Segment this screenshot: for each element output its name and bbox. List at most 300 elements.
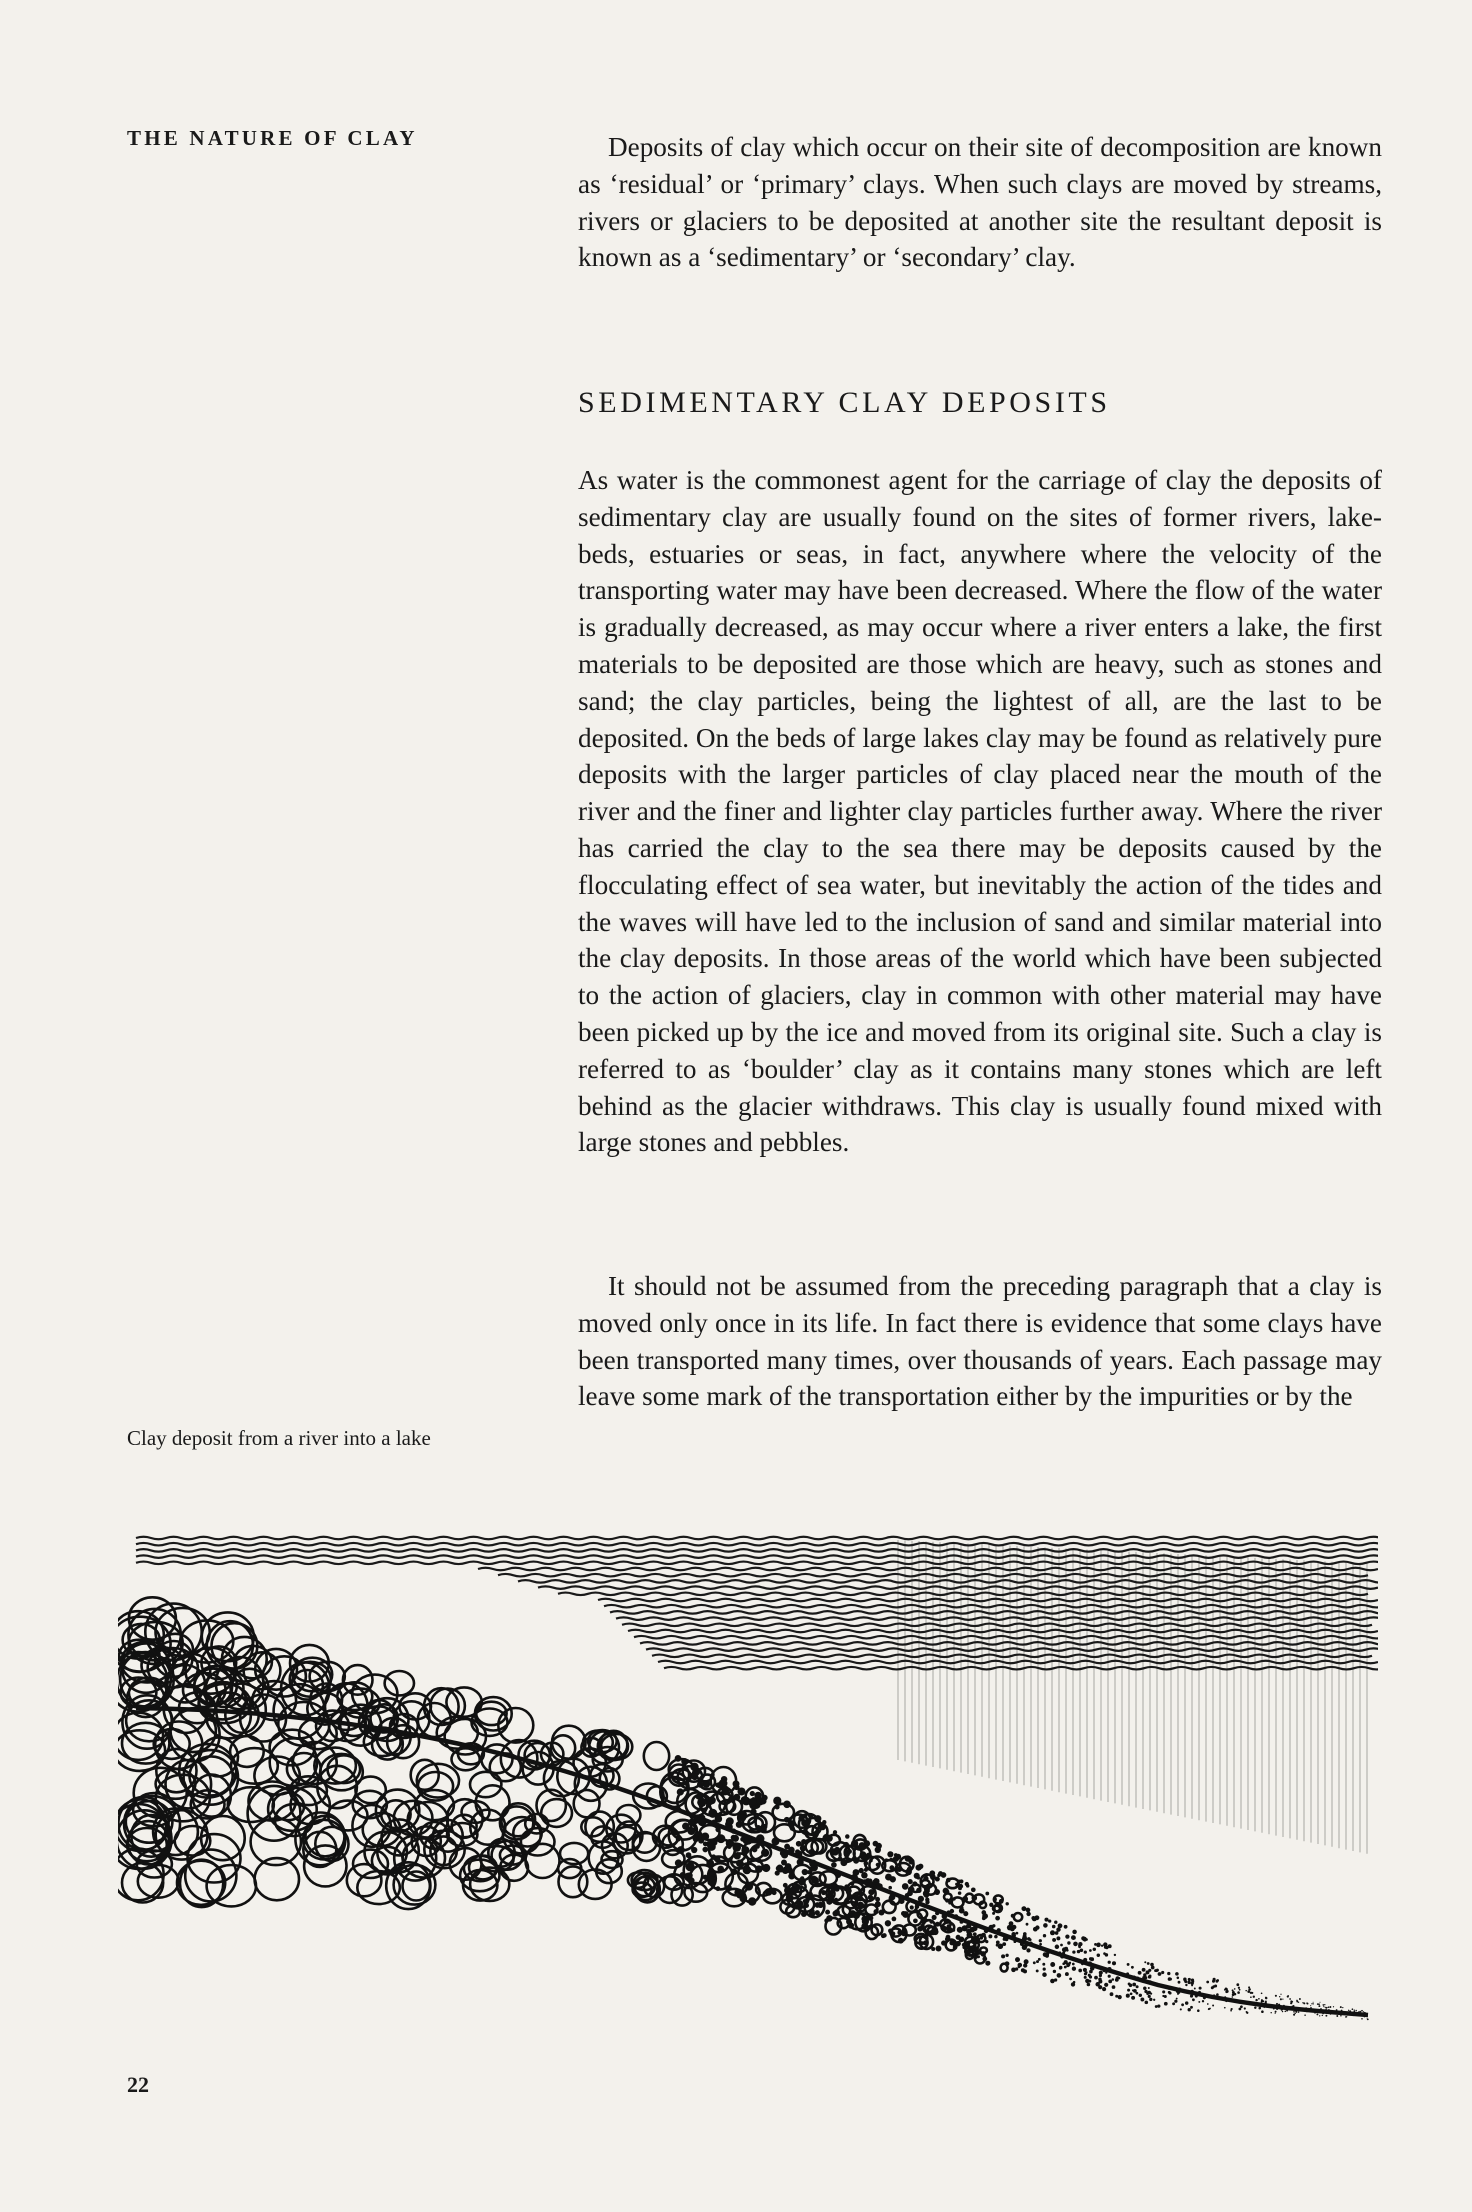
- fine-particle: [1314, 2012, 1315, 2013]
- fine-particle: [861, 1872, 867, 1878]
- fine-particle: [945, 1889, 950, 1894]
- fine-particle: [902, 1883, 909, 1890]
- fine-particle: [1280, 1998, 1282, 2000]
- fine-particle: [1190, 2006, 1193, 2009]
- fine-particle: [1224, 1996, 1226, 1998]
- fine-particle: [935, 1922, 940, 1927]
- fine-particle: [1185, 2001, 1188, 2004]
- fine-particle: [1250, 1996, 1252, 1998]
- fine-particle: [1169, 1978, 1172, 1981]
- fine-particle: [890, 1876, 896, 1882]
- fine-particle: [879, 1910, 885, 1916]
- fine-particle: [796, 1900, 803, 1907]
- fine-particle: [1112, 1978, 1115, 1981]
- fine-particle: [1348, 2010, 1349, 2011]
- fine-particle: [1042, 1972, 1047, 1977]
- water-line: [652, 1655, 1372, 1658]
- fine-particle: [1064, 1966, 1067, 1969]
- fine-particle: [1062, 1951, 1065, 1954]
- fine-particle: [1304, 2014, 1306, 2016]
- fine-particle: [1275, 1995, 1277, 1997]
- fine-particle: [846, 1919, 852, 1925]
- fine-particle: [1059, 1966, 1063, 1970]
- fine-particle: [981, 1910, 986, 1915]
- fine-particle: [1011, 1967, 1016, 1972]
- fine-particle: [703, 1842, 708, 1847]
- fine-particle: [941, 1872, 947, 1878]
- fine-particle: [1180, 2008, 1182, 2010]
- fine-particle: [690, 1763, 699, 1772]
- fine-particle: [1290, 2002, 1292, 2004]
- water-line: [616, 1617, 1378, 1620]
- fine-particle: [1298, 2002, 1299, 2003]
- fine-particle: [1248, 1986, 1250, 1988]
- fine-particle: [1352, 2014, 1354, 2016]
- fine-particle: [740, 1796, 749, 1805]
- fine-particle: [893, 1856, 899, 1862]
- fine-particle: [800, 1845, 806, 1851]
- fine-particle: [1255, 1999, 1257, 2001]
- fine-particle: [715, 1827, 720, 1832]
- fine-particle: [1298, 2011, 1299, 2012]
- fine-particle: [873, 1909, 878, 1914]
- fine-particle: [733, 1794, 740, 1801]
- fine-particle: [1080, 1949, 1084, 1953]
- fine-particle: [1152, 1983, 1155, 1986]
- fine-particle: [749, 1828, 755, 1834]
- fine-particle: [1148, 1969, 1151, 1972]
- intro-paragraph: Deposits of clay which occur on their site of decomposition are known as ‘residual’ or ‘primary’ clays. When such clays are moved by streams, rivers or glaciers to be deposited at another site the resultant deposit is known as a ‘sedimentary’ or ‘secondary’ clay.: [578, 132, 1382, 273]
- fine-particle: [941, 1940, 946, 1945]
- fine-particle: [809, 1860, 817, 1868]
- fine-particle: [1286, 2010, 1288, 2012]
- fine-particle: [1060, 1944, 1063, 1947]
- fine-particle: [1052, 1925, 1056, 1929]
- fine-particle: [684, 1873, 692, 1881]
- fine-particle: [857, 1896, 863, 1902]
- fine-particle: [1310, 2007, 1312, 2009]
- fine-particle: [971, 1895, 977, 1901]
- water-line: [634, 1636, 1378, 1639]
- fine-particle: [960, 1920, 964, 1924]
- fine-particle: [717, 1866, 724, 1873]
- fine-particle: [1234, 1988, 1236, 1990]
- fine-particle: [701, 1833, 709, 1841]
- fine-particle: [717, 1834, 726, 1843]
- fine-particle: [947, 1924, 951, 1928]
- fine-particle: [1129, 1984, 1133, 1988]
- fine-particle: [1197, 2009, 1200, 2012]
- fine-particle: [1282, 2011, 1283, 2012]
- fine-particle: [817, 1902, 823, 1908]
- fine-particle: [1363, 2012, 1365, 2014]
- fine-particle: [1050, 1979, 1055, 1984]
- fine-particle: [788, 1847, 795, 1854]
- fine-particle: [733, 1780, 740, 1787]
- fine-particle: [1089, 1957, 1092, 1960]
- fine-particle: [1052, 1938, 1056, 1942]
- figure-caption: Clay deposit from a river into a lake: [127, 1426, 431, 1450]
- water-line: [664, 1667, 1378, 1670]
- fine-particle: [804, 1903, 809, 1908]
- fine-particle: [1195, 1995, 1198, 1998]
- fine-particle: [788, 1870, 793, 1875]
- fine-particle: [1011, 1914, 1015, 1918]
- fine-particle: [824, 1918, 828, 1922]
- fine-particle: [773, 1797, 781, 1805]
- fine-particle: [706, 1859, 714, 1867]
- fine-particle: [1342, 2011, 1343, 2012]
- fine-particle: [947, 1910, 951, 1914]
- fine-particle: [1011, 1932, 1015, 1936]
- water-line: [646, 1648, 1378, 1651]
- fine-particle: [932, 1929, 938, 1935]
- fine-particle: [1326, 2008, 1327, 2009]
- fine-particle: [932, 1915, 937, 1920]
- fine-particle: [972, 1926, 977, 1931]
- fine-particle: [922, 1921, 926, 1925]
- fine-particle: [955, 1883, 958, 1886]
- clay-deposit-illustration: [118, 1510, 1378, 2070]
- fine-particle: [1104, 1945, 1108, 1949]
- fine-particle: [1358, 2011, 1360, 2013]
- fine-particle: [1048, 1919, 1051, 1922]
- fine-particle: [1039, 1939, 1042, 1942]
- fine-particle: [1151, 1966, 1155, 1970]
- fine-particle: [915, 1864, 921, 1870]
- fine-particle: [943, 1911, 947, 1915]
- fine-particle: [715, 1783, 720, 1788]
- fine-particle: [686, 1852, 692, 1858]
- fine-particle: [1026, 1948, 1030, 1952]
- stone: [541, 1799, 572, 1827]
- fine-particle: [1240, 2005, 1243, 2008]
- fine-particle: [1132, 1983, 1136, 1987]
- fine-particle: [860, 1853, 867, 1860]
- fine-particle: [868, 1895, 873, 1900]
- fine-particle: [958, 1891, 962, 1895]
- fine-particle: [1319, 2015, 1320, 2016]
- fine-particle: [908, 1858, 914, 1864]
- fine-particle: [1029, 1938, 1032, 1941]
- continuation-paragraph: It should not be assumed from the preceding paragraph that a clay is moved only once in its life. In fact there is evidence that some clays have been transported many times, over thousands of years. Each passage may leave some mark of the transportation either by the impurities or by the: [578, 1271, 1382, 1412]
- fine-particle: [999, 1899, 1004, 1904]
- fine-particle: [1174, 2000, 1177, 2003]
- fine-particle: [1012, 1925, 1017, 1930]
- fine-particle: [727, 1844, 732, 1849]
- fine-particle: [1161, 1971, 1164, 1974]
- water-line: [658, 1661, 1378, 1664]
- stone: [1014, 1913, 1022, 1921]
- fine-particle: [917, 1876, 921, 1880]
- fine-particle: [815, 1910, 820, 1915]
- fine-particle: [1359, 2011, 1361, 2013]
- fine-particle: [1005, 1954, 1008, 1957]
- fine-particle: [1098, 1977, 1102, 1981]
- fine-particle: [1178, 1981, 1181, 1984]
- fine-particle: [1366, 2014, 1368, 2016]
- stone: [385, 1671, 414, 1695]
- fine-particle: [835, 1872, 841, 1878]
- fine-particle: [1258, 1998, 1260, 2000]
- fine-particle: [1153, 1999, 1155, 2001]
- fine-particle: [1093, 1948, 1096, 1951]
- fine-particle: [1139, 1994, 1142, 1997]
- fine-particle: [996, 1944, 999, 1947]
- fine-particle: [997, 1928, 1001, 1932]
- fine-particle: [1341, 2010, 1343, 2012]
- water-line: [622, 1624, 1372, 1627]
- fine-particle: [828, 1896, 833, 1901]
- fine-particle: [1036, 1960, 1039, 1963]
- fine-particle: [1318, 2005, 1320, 2007]
- fine-particle: [896, 1866, 902, 1872]
- fine-particle: [825, 1910, 830, 1915]
- fine-particle: [988, 1925, 993, 1930]
- fine-particle: [711, 1819, 717, 1825]
- fine-particle: [992, 1912, 995, 1915]
- fine-particle: [1053, 1970, 1056, 1973]
- fine-particle: [1144, 1990, 1147, 1993]
- fine-particle: [1347, 2014, 1348, 2015]
- fine-particle: [889, 1858, 893, 1862]
- fine-particle: [984, 1929, 989, 1934]
- fine-particle: [1209, 2008, 1211, 2010]
- fine-particle: [1084, 1976, 1087, 1979]
- fine-particle: [1317, 2003, 1319, 2005]
- fine-particle: [737, 1894, 742, 1899]
- fine-particle: [822, 1820, 826, 1824]
- fine-particle: [1085, 1971, 1087, 1973]
- fine-particle: [985, 1892, 989, 1896]
- fine-particle: [1172, 2002, 1175, 2005]
- fine-particle: [944, 1919, 948, 1923]
- fine-particle: [1022, 1936, 1027, 1941]
- stone: [230, 1736, 264, 1767]
- fine-particle: [1213, 1978, 1216, 1981]
- fine-particle: [1112, 1985, 1116, 1989]
- fine-particle: [1002, 1942, 1006, 1946]
- fine-particle: [988, 1934, 992, 1938]
- fine-particle: [1261, 2010, 1264, 2013]
- fine-particle: [955, 1941, 960, 1946]
- fine-particle: [1072, 1963, 1075, 1966]
- fine-particle: [980, 1951, 985, 1956]
- fine-particle: [963, 1911, 968, 1916]
- fine-particle: [1147, 1962, 1150, 1965]
- fine-particle: [974, 1947, 978, 1951]
- fine-particle: [899, 1898, 905, 1904]
- fine-particle: [715, 1886, 720, 1891]
- fine-particle: [809, 1813, 814, 1818]
- fine-particle: [744, 1837, 752, 1845]
- fine-particle: [813, 1878, 819, 1884]
- fine-particle: [863, 1879, 867, 1883]
- fine-particle: [1013, 1940, 1016, 1943]
- fine-particle: [1310, 2005, 1311, 2006]
- fine-particle: [1018, 1963, 1023, 1968]
- fine-particle: [775, 1871, 780, 1876]
- fine-particle: [1050, 1962, 1055, 1967]
- fine-particle: [1215, 1980, 1218, 1983]
- fine-particle: [1353, 2013, 1354, 2014]
- fine-particle: [1069, 1962, 1071, 1964]
- fine-particle: [1202, 2000, 1204, 2002]
- fine-particle: [1320, 2002, 1321, 2003]
- fine-particle: [846, 1888, 852, 1894]
- fine-particle: [1030, 1943, 1033, 1946]
- fine-particle: [1232, 1989, 1234, 1991]
- fine-particle: [743, 1866, 752, 1875]
- fine-particle: [1036, 1969, 1039, 1972]
- fine-particle: [853, 1869, 860, 1876]
- water-line: [610, 1611, 1378, 1614]
- fine-particle: [847, 1849, 852, 1854]
- stone: [306, 1816, 345, 1857]
- fine-particle: [946, 1878, 951, 1883]
- fine-particle: [1237, 1991, 1240, 1994]
- fine-particle: [1367, 2013, 1368, 2014]
- fine-particle: [874, 1878, 879, 1883]
- fine-particle: [1254, 2007, 1256, 2009]
- fine-particle: [851, 1840, 858, 1847]
- fine-particle: [1083, 1937, 1086, 1940]
- stone: [559, 1866, 588, 1897]
- fine-particle: [1338, 2013, 1340, 2015]
- water-line: [478, 1568, 1378, 1571]
- fine-particle: [1238, 1987, 1240, 1989]
- fine-particle: [1313, 2002, 1314, 2003]
- fine-particle: [1230, 2010, 1232, 2012]
- fine-particle: [796, 1841, 802, 1847]
- fine-particle: [1015, 1932, 1018, 1935]
- fine-particle: [888, 1886, 892, 1890]
- fine-particle: [1073, 1942, 1078, 1947]
- fine-particle: [1255, 2002, 1257, 2004]
- stone: [644, 1742, 669, 1770]
- fine-particle: [1322, 2015, 1323, 2016]
- stone: [452, 1748, 480, 1770]
- fine-particle: [1087, 1983, 1091, 1987]
- fine-particle: [697, 1817, 704, 1824]
- fine-particle: [868, 1878, 872, 1882]
- fine-particle: [1299, 1998, 1301, 2000]
- fine-particle: [962, 1945, 966, 1949]
- fine-particle: [675, 1859, 682, 1866]
- fine-particle: [1112, 1961, 1116, 1965]
- fine-particle: [1355, 2010, 1357, 2012]
- fine-particle: [1276, 2003, 1278, 2005]
- fine-particle: [1096, 1943, 1100, 1947]
- fine-particle: [1364, 2013, 1366, 2015]
- fine-particle: [912, 1881, 917, 1886]
- fine-particle: [1295, 2013, 1296, 2014]
- fine-particle: [1055, 1931, 1059, 1935]
- fine-particle: [731, 1835, 737, 1841]
- fine-particle: [1078, 1942, 1082, 1946]
- fine-particle: [1050, 1930, 1055, 1935]
- fine-particle: [929, 1919, 933, 1923]
- fine-particle: [1138, 1971, 1142, 1975]
- fine-particle: [757, 1827, 762, 1832]
- fine-particle: [1026, 1908, 1031, 1913]
- fine-particle: [691, 1847, 697, 1853]
- fine-particle: [1320, 2011, 1322, 2013]
- fine-particle: [864, 1868, 868, 1872]
- fine-particle: [936, 1892, 939, 1895]
- fine-particle: [1067, 1941, 1070, 1944]
- fine-particle: [727, 1885, 732, 1890]
- fine-particle: [1148, 1987, 1150, 1989]
- fine-particle: [923, 1934, 927, 1938]
- fine-particle: [1329, 2006, 1331, 2008]
- fine-particle: [803, 1899, 807, 1903]
- stone: [993, 1906, 1000, 1912]
- fine-particle: [1155, 2005, 1158, 2008]
- fine-particle: [868, 1889, 874, 1895]
- fine-particle: [1107, 1967, 1111, 1971]
- fine-particle: [1270, 2006, 1272, 2008]
- fine-particle: [1118, 1995, 1122, 1999]
- fine-particle: [887, 1851, 893, 1857]
- fine-particle: [1212, 2005, 1214, 2007]
- fine-particle: [1094, 1976, 1098, 1980]
- fine-particle: [1313, 2003, 1314, 2004]
- fine-particle: [1039, 1943, 1042, 1946]
- fine-particle: [1295, 2010, 1297, 2012]
- fine-particle: [1162, 1990, 1165, 1993]
- stone: [303, 1832, 336, 1867]
- fine-particle: [1021, 1968, 1025, 1972]
- fine-particle: [1104, 1983, 1108, 1987]
- fine-particle: [1325, 2015, 1327, 2017]
- fine-particle: [1289, 2007, 1290, 2008]
- fine-particle: [808, 1892, 813, 1897]
- fine-particle: [869, 1859, 873, 1863]
- fine-particle: [1216, 1993, 1219, 1996]
- fine-particle: [1127, 1963, 1130, 1966]
- fine-particle: [1122, 1974, 1125, 1977]
- fine-particle: [974, 1955, 978, 1959]
- fine-particle: [1349, 2010, 1351, 2012]
- fine-particle: [1177, 1977, 1180, 1980]
- fine-particle: [1065, 1934, 1069, 1938]
- fine-particle: [1264, 2007, 1265, 2008]
- stone: [574, 1790, 600, 1817]
- fine-particle: [790, 1826, 795, 1831]
- fine-particle: [989, 1903, 993, 1907]
- fine-particle: [876, 1883, 882, 1889]
- fine-particle: [1305, 2007, 1307, 2009]
- fine-particle: [1108, 1975, 1111, 1978]
- water-line: [538, 1586, 1378, 1589]
- water-line: [598, 1599, 1378, 1602]
- fine-particle: [1245, 1990, 1247, 1992]
- fine-particle: [721, 1786, 729, 1794]
- fine-particle: [755, 1844, 760, 1849]
- fine-particle: [1234, 1993, 1237, 1996]
- fine-particle: [833, 1830, 837, 1834]
- fine-particle: [993, 1897, 997, 1901]
- fine-particle: [941, 1926, 947, 1932]
- fine-particle: [1078, 1969, 1082, 1973]
- fine-particle: [676, 1837, 681, 1842]
- fine-particle: [1190, 1995, 1193, 1998]
- fine-particle: [1144, 1961, 1146, 1963]
- fine-particle: [1225, 2000, 1228, 2003]
- fine-particle: [1057, 1973, 1062, 1978]
- body-paragraph: As water is the commonest agent for the carriage of clay the deposits of sedimentary clay are usually found on the sites of former rivers, lake-beds, estuaries or seas, in fact, anywhere where the velocity of the transporting water may have been decreased. Where the flow of the water is gradually decreased, as may occur where a river enters a lake, the first materials to be deposited are those which are heavy, such as stones and sand; the clay particles, being the lightest of all, are the last to be deposited. On the beds of large lakes clay may be found as relatively pure deposits with the larger particles of clay placed near the mouth of the river and the finer and lighter clay particles further away. Where the river has carried the clay to the sea there may be deposits caused by the flocculating effect of sea water, but inevitably the action of the tides and the waves will have led to the inclusion of sand and similar material into the clay deposits. In those areas of the world which have been subjected to the action of glaciers, clay in common with other material may have been picked up by the ice and moved from its original site. Such a clay is referred to as ‘boulder’ clay as it contains many stones which are left behind as the glacier withdraws. This clay is usually found mixed with large stones and pebbles.: [578, 465, 1382, 1158]
